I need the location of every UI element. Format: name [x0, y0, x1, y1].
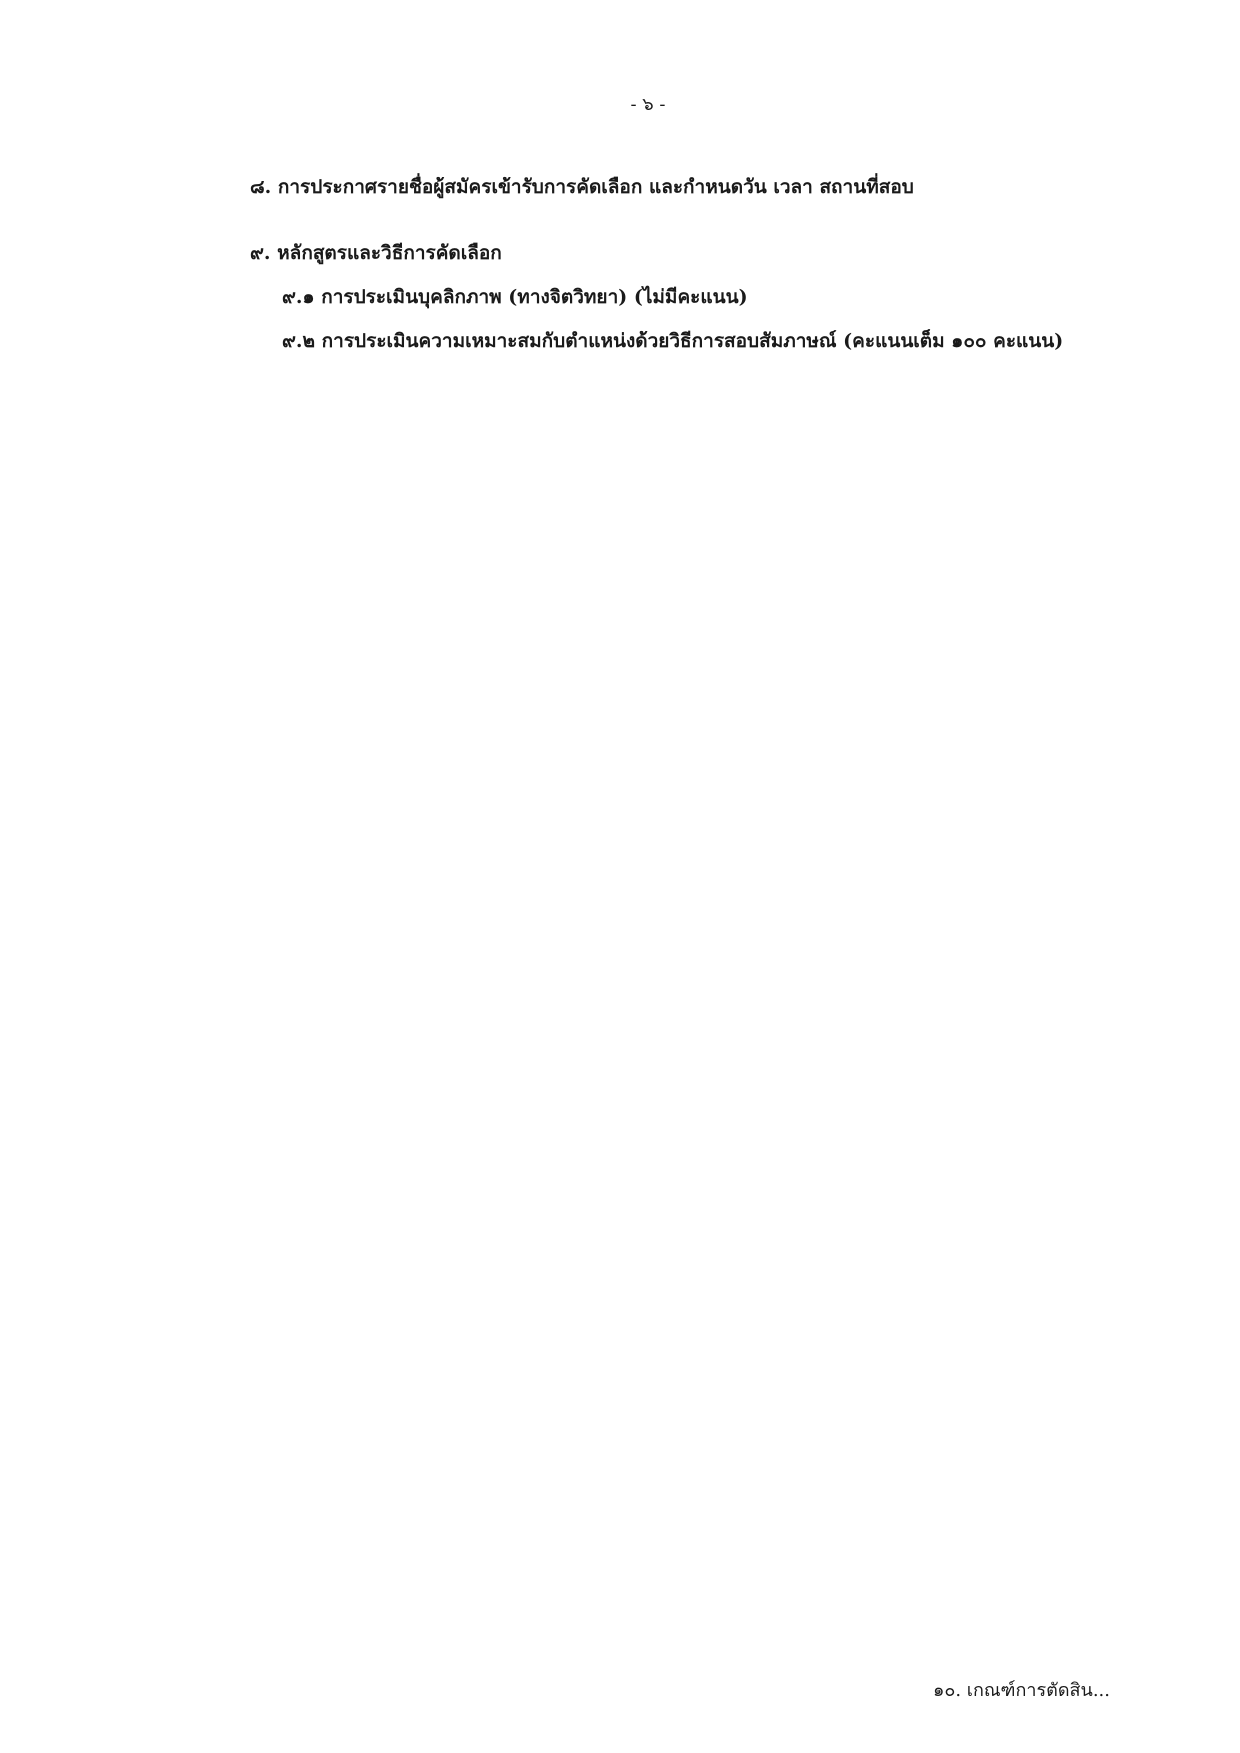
subsection-heading-9-1: ๙.๑ การประเมินบุคลิกภาพ (ทางจิตวิทยา) (ไม่มีคะแนน): [282, 286, 748, 308]
page-number: - ๖ -: [630, 94, 666, 115]
section-heading-8: ๘. การประกาศรายชื่อผู้สมัครเข้ารับการคัดเลือก และกำหนดวัน เวลา สถานที่สอบ: [250, 176, 914, 198]
section-heading-9: ๙. หลักสูตรและวิธีการคัดเลือก: [250, 242, 502, 264]
continuation-note: ๑๐. เกณฑ์การตัดสิน...: [932, 1680, 1110, 1701]
subsection-heading-9-2: ๙.๒ การประเมินความเหมาะสมกับตำแหน่งด้วยวิธีการสอบสัมภาษณ์ (คะแนนเต็ม ๑๐๐ คะแนน): [282, 330, 1064, 352]
